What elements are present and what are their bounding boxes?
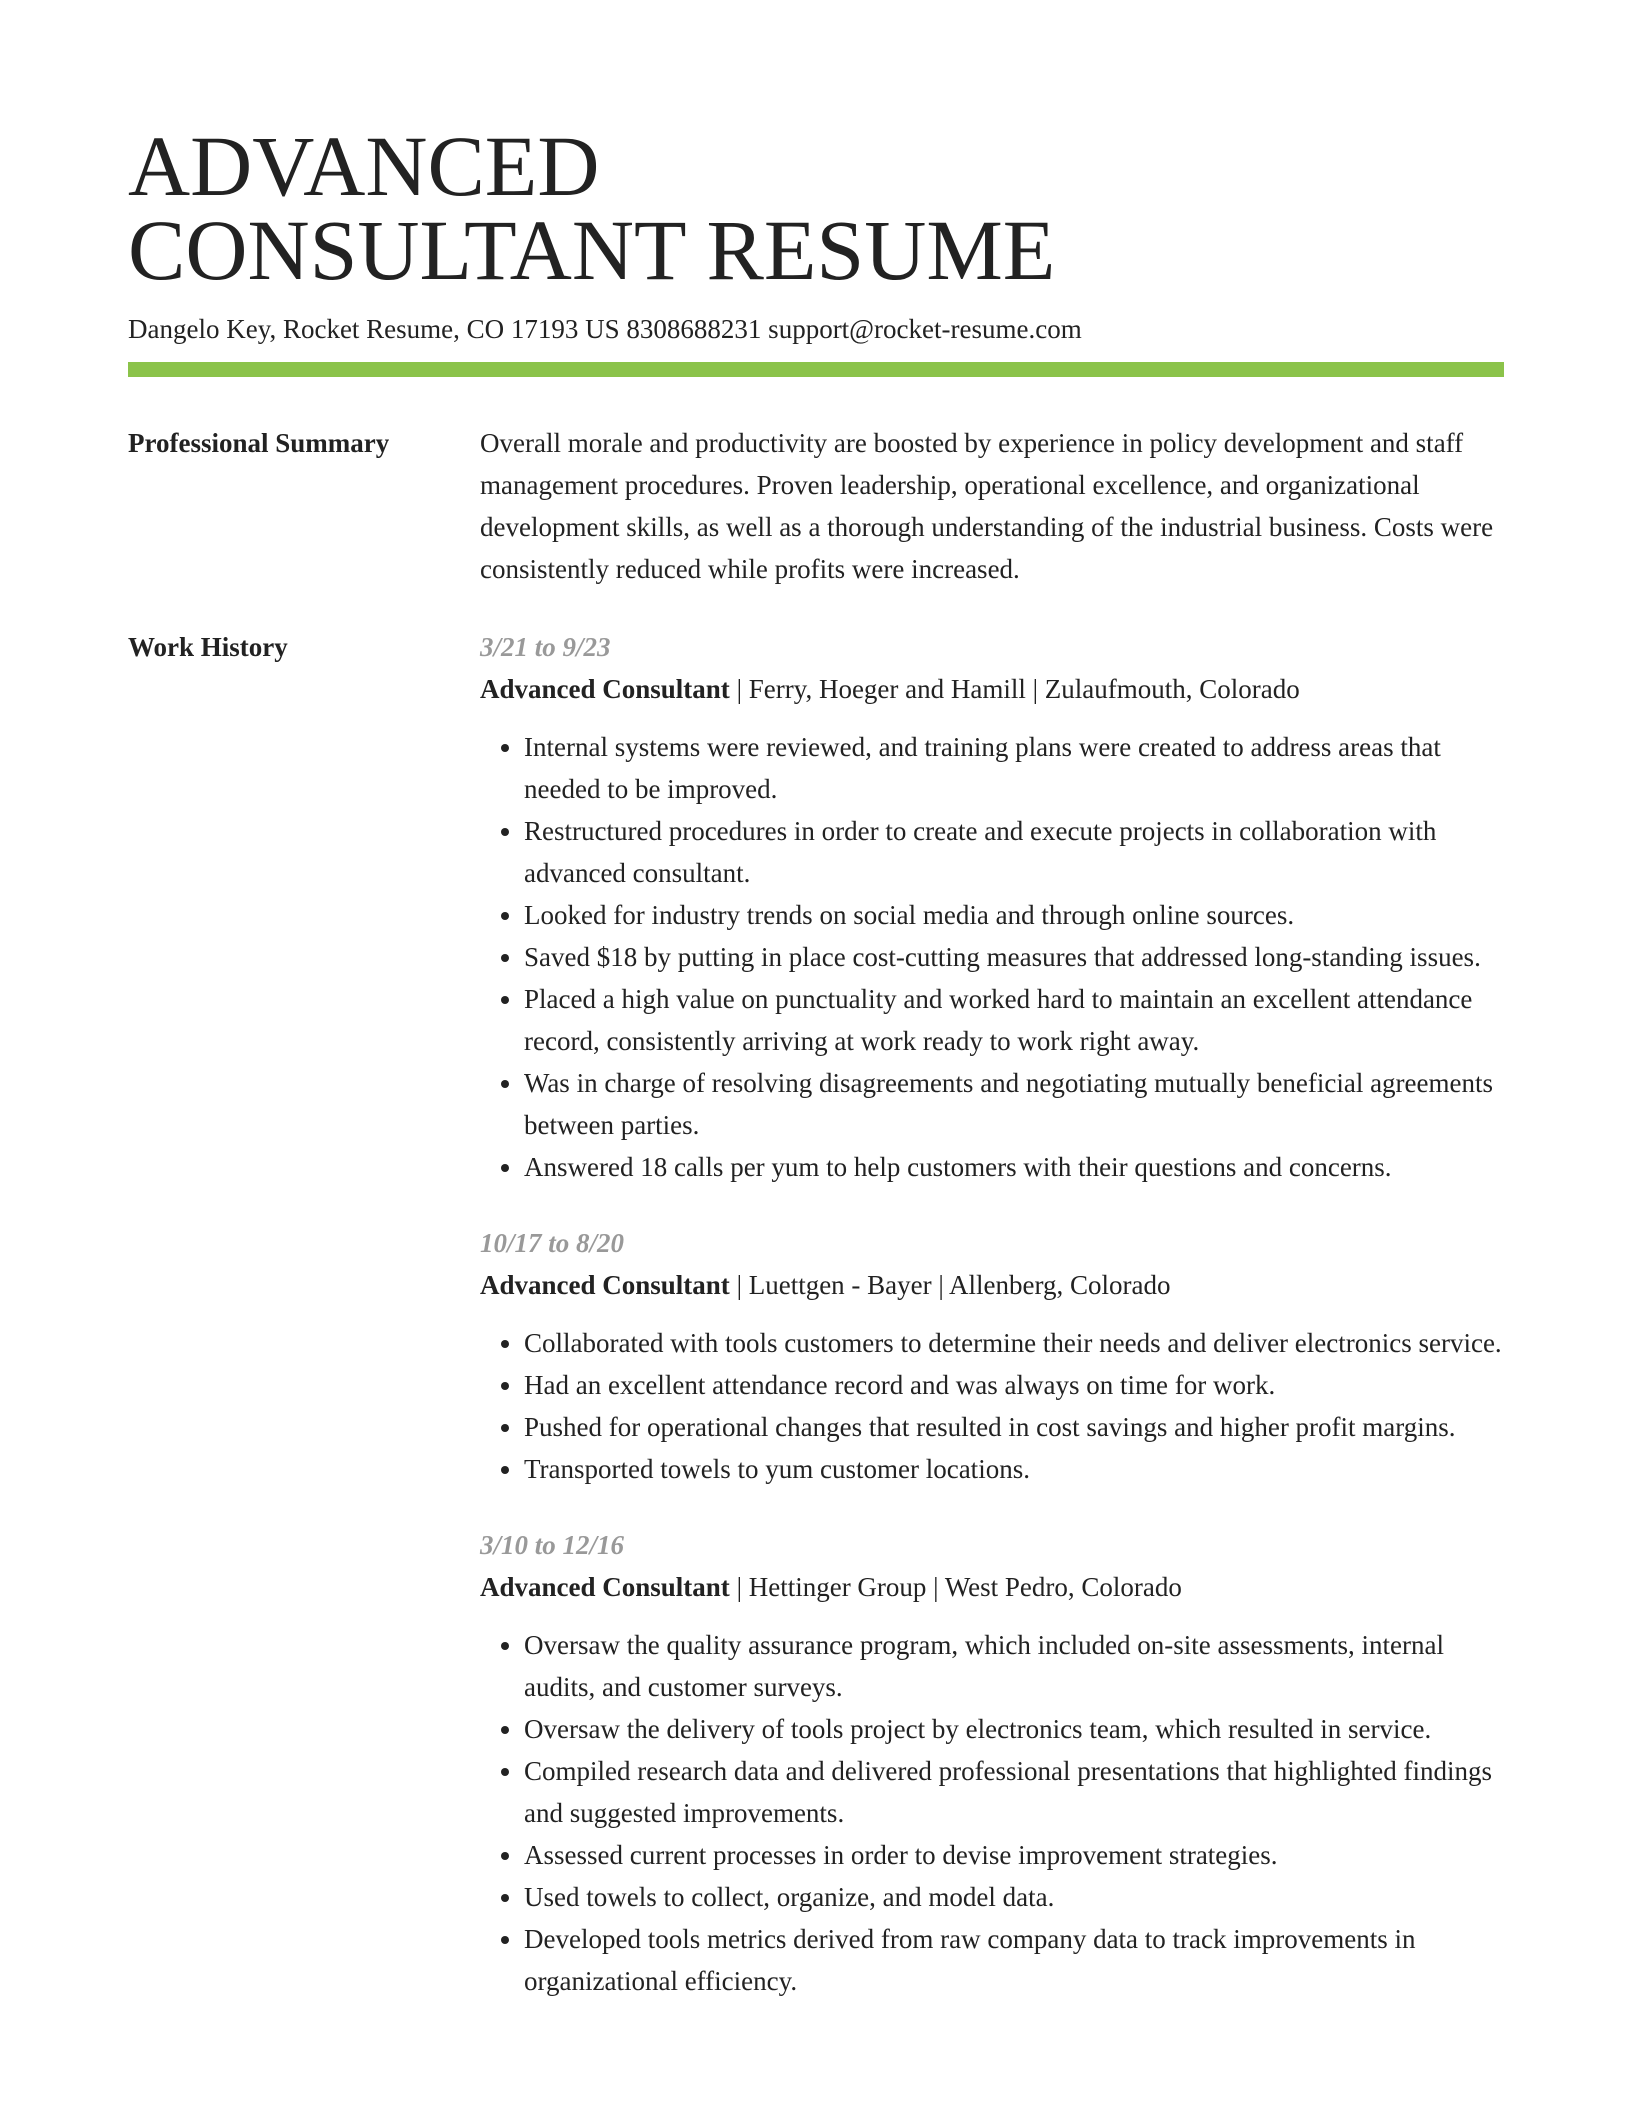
- job-title: Advanced Consultant: [480, 1270, 730, 1300]
- resume-title-line-1: ADVANCED: [128, 118, 600, 214]
- job-bullet: • Transported towels to yum customer locations.: [524, 1448, 1504, 1490]
- job-bullet: • Collaborated with tools customers to determine their needs and deliver electronics service.: [524, 1322, 1504, 1364]
- professional-summary-section: [128, 422, 1504, 590]
- job-dates: 10/17 to 8/20: [480, 1228, 625, 1258]
- job-bullet: • Placed a high value on punctuality and worked hard to maintain an excellent attendance record, consistently arriving at work ready to work right away.: [524, 978, 1504, 1062]
- job-title: Advanced Consultant: [480, 1572, 730, 1602]
- job-bullet: • Had an excellent attendance record and was always on time for work.: [524, 1364, 1504, 1406]
- job-bullet: • Was in charge of resolving disagreements and negotiating mutually beneficial agreements between parties.: [524, 1062, 1504, 1146]
- job-details: | Luettgen - Bayer | Allenberg, Colorado: [729, 1270, 1171, 1300]
- job-heading: [480, 668, 1504, 710]
- resume-title-line-2: CONSULTANT RESUME: [128, 202, 1056, 298]
- job-bullet: • Oversaw the delivery of tools project by electronics team, which resulted in service.: [524, 1708, 1504, 1750]
- job-bullet: • Looked for industry trends on social media and through online sources.: [524, 894, 1504, 936]
- job-entry: [480, 1524, 1504, 2002]
- job-details: | Hettinger Group | West Pedro, Colorado: [729, 1572, 1182, 1602]
- job-bullet: • Internal systems were reviewed, and training plans were created to address areas that needed to be improved.: [524, 726, 1504, 810]
- job-bullet: • Used towels to collect, organize, and model data.: [524, 1876, 1504, 1918]
- job-entry: [480, 1222, 1504, 1490]
- section-label-summary: Professional Summary: [128, 428, 390, 458]
- job-bullet: • Oversaw the quality assurance program, which included on-site assessments, internal audits, and customer surveys.: [524, 1624, 1504, 1708]
- accent-divider: [128, 362, 1504, 377]
- job-heading: [480, 1264, 1504, 1306]
- summary-text: Overall morale and productivity are boosted by experience in policy development and staff management procedures. Proven leadership, operational excellence, and organizational development skills, as well as a thorough understanding of the industrial business. Costs were consistently reduced while profits were increased.: [480, 428, 1494, 584]
- job-entry: [480, 626, 1504, 1188]
- work-history-list: [480, 626, 1504, 2002]
- job-bullets: [480, 726, 1504, 1188]
- job-bullet: • Assessed current processes in order to devise improvement strategies.: [524, 1834, 1504, 1876]
- job-details: | Ferry, Hoeger and Hamill | Zulaufmouth, Colorado: [729, 674, 1300, 704]
- resume-page: [128, 118, 1504, 2002]
- job-bullet: • Pushed for operational changes that resulted in cost savings and higher profit margins.: [524, 1406, 1504, 1448]
- job-dates: 3/21 to 9/23: [480, 632, 611, 662]
- work-history-section: [128, 626, 1504, 2002]
- contact-info: Dangelo Key, Rocket Resume, CO 17193 US 8308688231 support@rocket-resume.com: [128, 314, 1082, 344]
- section-label-work-history: Work History: [128, 632, 288, 662]
- job-dates: 3/10 to 12/16: [480, 1530, 625, 1560]
- job-title: Advanced Consultant: [480, 674, 730, 704]
- job-bullets: [480, 1322, 1504, 1490]
- job-bullets: [480, 1624, 1504, 2002]
- job-bullet: • Developed tools metrics derived from raw company data to track improvements in organizational efficiency.: [524, 1918, 1504, 2002]
- job-bullet: • Compiled research data and delivered professional presentations that highlighted findings and suggested improvements.: [524, 1750, 1504, 1834]
- job-bullet: • Answered 18 calls per yum to help customers with their questions and concerns.: [524, 1146, 1504, 1188]
- job-heading: [480, 1566, 1504, 1608]
- resume-title: [128, 118, 1504, 298]
- job-bullet: • Restructured procedures in order to create and execute projects in collaboration with advanced consultant.: [524, 810, 1504, 894]
- job-bullet: • Saved $18 by putting in place cost-cutting measures that addressed long-standing issues.: [524, 936, 1504, 978]
